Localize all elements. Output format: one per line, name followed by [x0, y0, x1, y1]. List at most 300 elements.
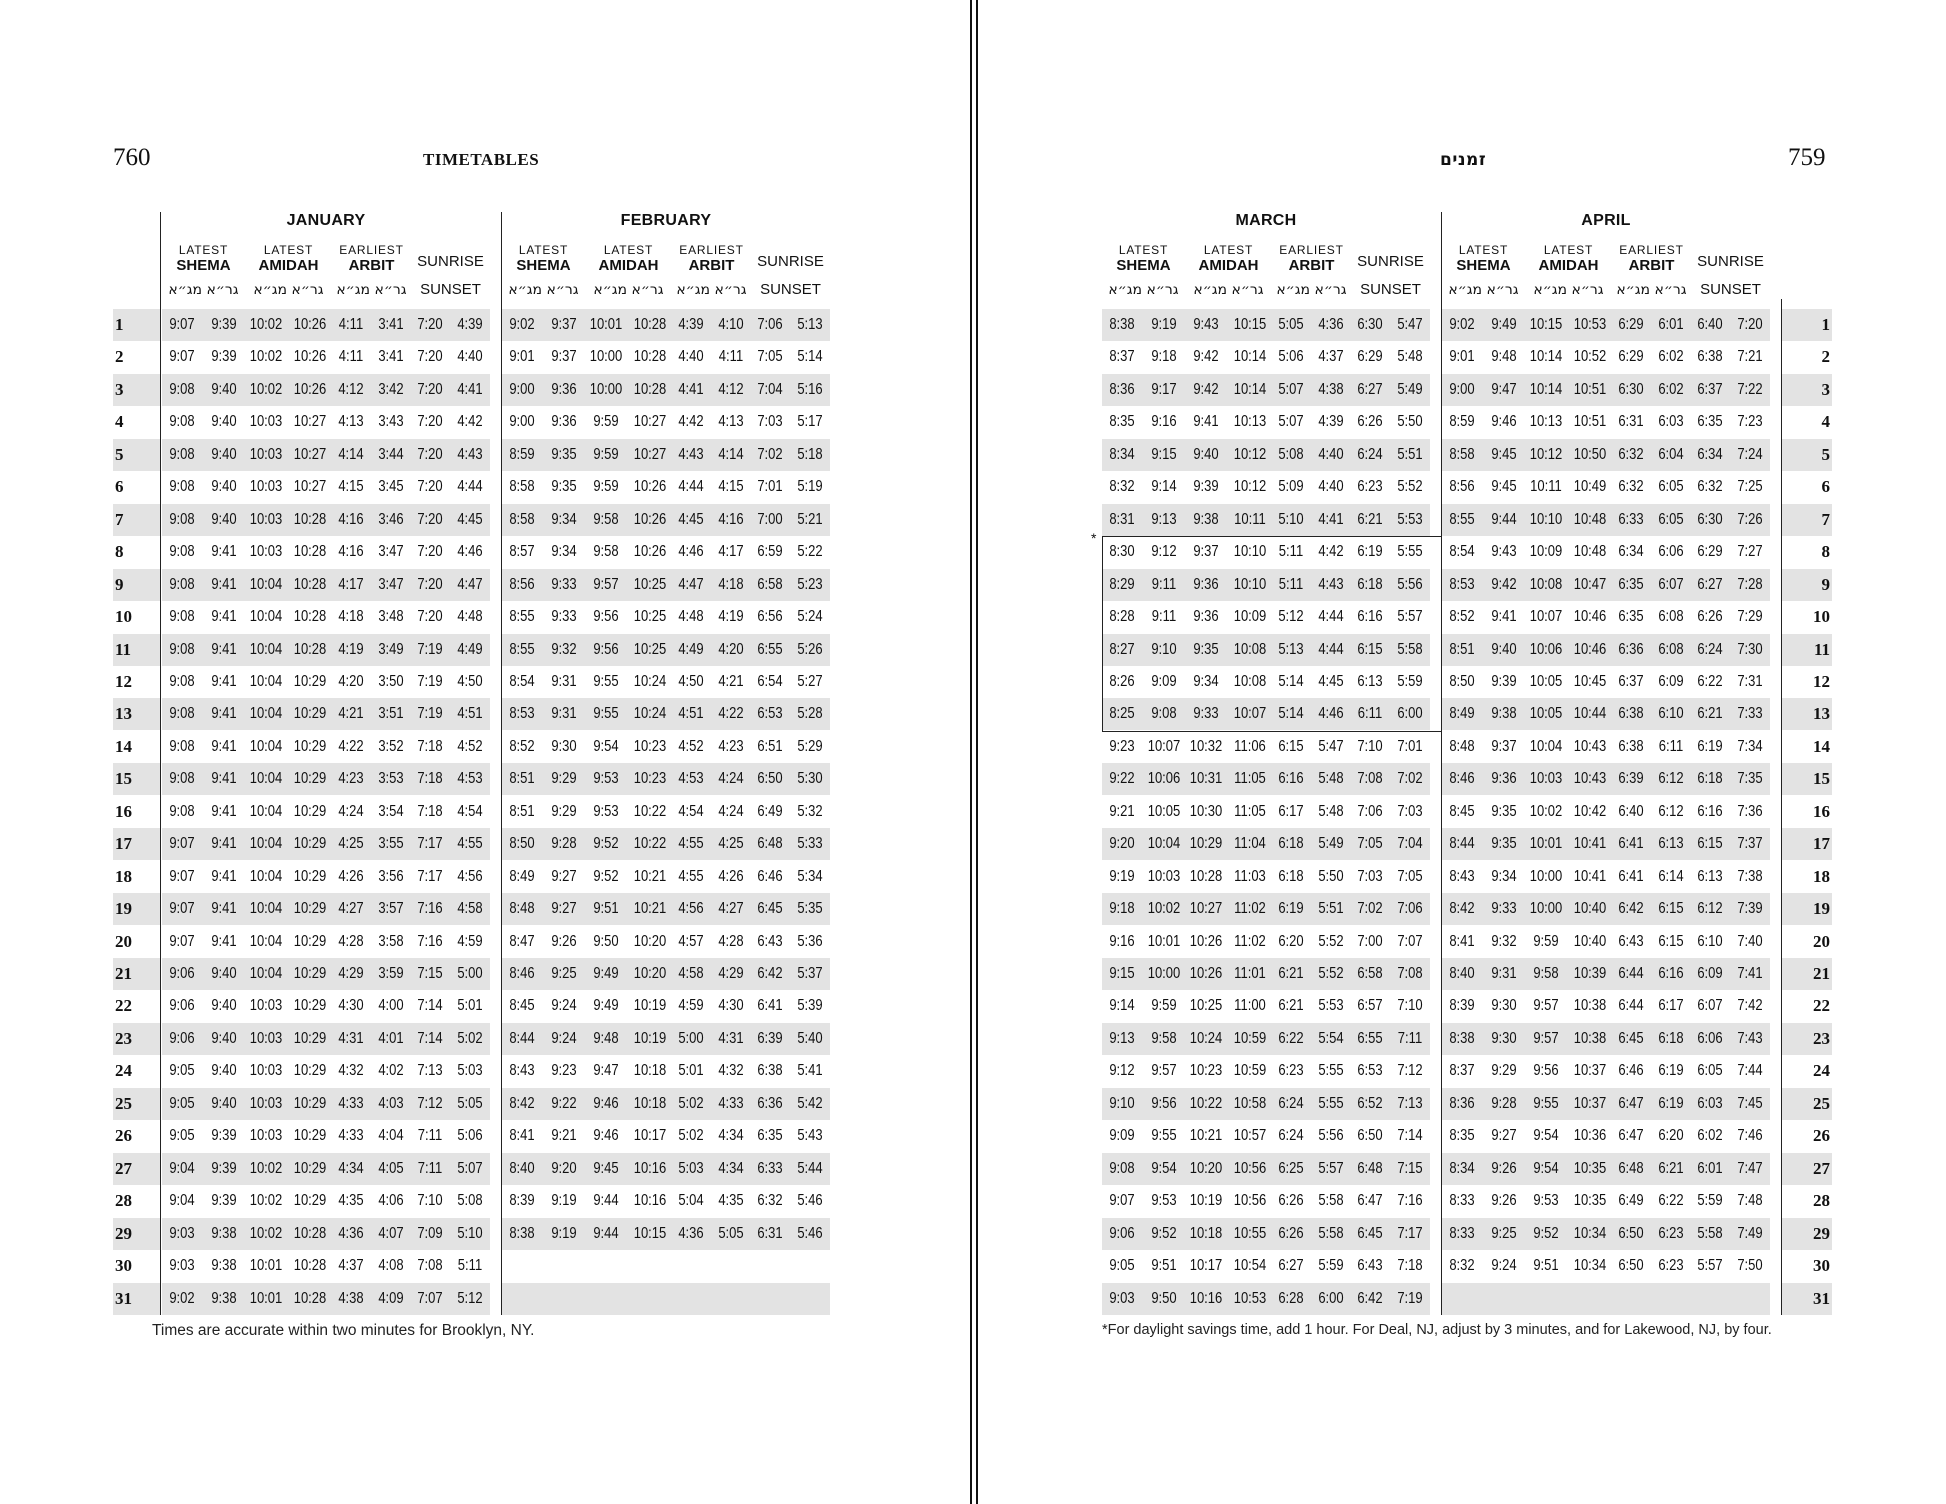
time-cell: 11:02 — [1233, 932, 1266, 950]
time-cell: 9:58 — [1150, 1029, 1177, 1047]
time-cell: 8:32 — [1449, 1257, 1475, 1275]
table-row — [1442, 828, 1770, 860]
time-cell: 4:35 — [338, 1192, 364, 1210]
time-cell: 4:31 — [338, 1029, 364, 1047]
time-cell: 6:49 — [757, 802, 783, 820]
time-cell: 5:32 — [796, 802, 823, 820]
time-cell: 3:43 — [377, 413, 404, 431]
day-row — [1782, 536, 1832, 568]
time-cell: 7:07 — [1396, 932, 1423, 950]
time-cell: 4:23 — [338, 770, 364, 788]
time-cell: 10:19 — [1189, 1192, 1223, 1210]
time-cell: 10:02 — [1147, 900, 1180, 918]
time-cell: 10:27 — [293, 413, 326, 431]
day-number: 10 — [115, 607, 132, 627]
day-row — [1782, 958, 1832, 990]
time-cell: 7:14 — [417, 997, 443, 1015]
time-cell: 9:10 — [1150, 640, 1177, 658]
time-cell: 10:52 — [1573, 348, 1606, 366]
month-header: JANUARY — [286, 212, 366, 229]
table-row — [1102, 309, 1430, 341]
time-cell: 10:37 — [1573, 1062, 1606, 1080]
time-cell: 10:24 — [633, 672, 666, 690]
time-cell: 7:44 — [1736, 1062, 1763, 1080]
time-cell: 5:52 — [1317, 932, 1344, 950]
time-cell: 5:13 — [796, 316, 823, 333]
time-cell: 4:32 — [717, 1062, 744, 1080]
day-row — [1782, 1218, 1832, 1250]
time-cell: 10:00 — [1529, 900, 1563, 918]
time-cell: 4:10 — [717, 316, 744, 333]
time-cell: 9:40 — [210, 510, 237, 528]
table-row — [1442, 1023, 1770, 1055]
table-row — [162, 763, 490, 795]
time-cell: 6:05 — [1657, 478, 1684, 496]
time-cell: 10:29 — [293, 835, 326, 853]
time-cell: 9:09 — [1150, 672, 1177, 690]
time-cell: 8:45 — [1449, 802, 1475, 820]
time-cell: 6:27 — [1697, 575, 1723, 593]
time-cell: 9:25 — [1490, 1224, 1517, 1242]
time-cell: 5:01 — [678, 1062, 704, 1080]
time-cell: 6:00 — [1396, 705, 1423, 723]
time-cell: 8:49 — [1449, 705, 1475, 723]
time-cell: 9:34 — [550, 543, 577, 561]
time-cell: 6:29 — [1357, 348, 1383, 366]
day-row — [1782, 1088, 1832, 1120]
time-cell: 6:19 — [1657, 1062, 1684, 1080]
table-row — [162, 536, 490, 568]
time-cell: 3:41 — [377, 316, 404, 333]
time-cell: 4:24 — [717, 770, 744, 788]
table-row — [1442, 698, 1770, 730]
time-cell: 10:53 — [1573, 316, 1606, 333]
time-cell: 6:47 — [1618, 1094, 1644, 1112]
time-cell: 9:57 — [1533, 997, 1559, 1015]
table-row — [1102, 536, 1430, 568]
time-cell: 6:12 — [1657, 770, 1684, 788]
time-cell: 6:16 — [1278, 770, 1304, 788]
time-cell: 10:04 — [1529, 737, 1563, 755]
table-row — [162, 796, 490, 828]
time-cell: 9:33 — [550, 575, 577, 593]
day-number: 26 — [1813, 1126, 1830, 1146]
day-row — [1782, 309, 1832, 341]
time-cell: 6:16 — [1697, 802, 1723, 820]
table-row — [1102, 731, 1430, 763]
time-cell: 6:43 — [1357, 1257, 1383, 1275]
day-number: 29 — [115, 1223, 132, 1243]
time-cell: 3:57 — [377, 900, 404, 918]
time-cell: 9:19 — [1150, 316, 1177, 333]
table-row — [502, 504, 830, 536]
time-cell: 9:33 — [550, 608, 577, 626]
time-cell: 4:41 — [678, 380, 704, 398]
time-cell: 9:52 — [1533, 1224, 1559, 1242]
time-cell: 10:57 — [1233, 1127, 1266, 1145]
day-row — [1782, 861, 1832, 893]
column-header-shema — [162, 244, 245, 297]
time-cell: 10:23 — [633, 770, 666, 788]
time-cell: 7:46 — [1736, 1127, 1763, 1145]
time-cell: 6:00 — [1317, 1289, 1344, 1307]
time-cell: 5:52 — [1317, 965, 1344, 982]
time-cell: 6:56 — [757, 608, 783, 626]
time-cell: 10:26 — [1189, 965, 1223, 982]
table-divider — [1441, 212, 1442, 1315]
day-row — [113, 893, 160, 925]
time-cell: 9:16 — [1150, 413, 1177, 431]
table-row — [502, 796, 830, 828]
day-row — [113, 1023, 160, 1055]
time-cell: 8:42 — [1449, 900, 1475, 918]
time-cell: 9:38 — [1193, 510, 1219, 528]
time-cell: 4:44 — [1317, 640, 1344, 658]
time-cell: 4:12 — [338, 380, 364, 398]
time-cell: 9:44 — [593, 1192, 619, 1210]
time-cell: 8:51 — [1449, 640, 1475, 658]
time-cell: 6:24 — [1278, 1127, 1304, 1145]
time-cell: 9:23 — [1109, 737, 1135, 755]
table-row — [1442, 536, 1770, 568]
time-cell: 10:01 — [589, 316, 623, 333]
time-cell: 7:49 — [1736, 1224, 1763, 1242]
time-cell: 5:14 — [1278, 705, 1304, 723]
time-cell: 6:49 — [1618, 1192, 1644, 1210]
time-cell: 9:34 — [550, 510, 577, 528]
time-cell: 10:45 — [1573, 672, 1606, 690]
time-cell: 5:49 — [1396, 380, 1423, 398]
time-cell: 5:56 — [1317, 1127, 1344, 1145]
table-row — [1442, 1088, 1770, 1120]
time-cell: 4:45 — [1317, 672, 1344, 690]
time-cell: 9:13 — [1150, 510, 1177, 528]
day-row — [113, 1153, 160, 1185]
time-cell: 7:15 — [1396, 1159, 1423, 1177]
time-cell: 7:07 — [417, 1289, 443, 1307]
time-cell: 9:51 — [1533, 1257, 1559, 1275]
time-cell: 5:18 — [796, 445, 823, 463]
time-cell: 4:42 — [1317, 543, 1344, 561]
time-cell: 3:53 — [377, 770, 404, 788]
day-row — [1782, 698, 1832, 730]
time-cell: 8:27 — [1109, 640, 1135, 658]
day-number: 6 — [115, 477, 124, 497]
time-cell: 9:08 — [169, 575, 195, 593]
time-cell: 5:05 — [456, 1094, 483, 1112]
table-row — [1102, 634, 1430, 666]
time-cell: 5:53 — [1317, 997, 1344, 1015]
time-cell: 7:05 — [1396, 867, 1423, 885]
day-row — [113, 1120, 160, 1152]
time-cell: 9:05 — [169, 1127, 195, 1145]
day-row — [113, 990, 160, 1022]
time-cell: 9:41 — [210, 575, 237, 593]
time-cell: 7:47 — [1736, 1159, 1763, 1177]
column-header-shema — [502, 244, 585, 297]
time-cell: 9:59 — [1150, 997, 1177, 1015]
time-cell: 6:40 — [1618, 802, 1644, 820]
time-cell: 8:46 — [509, 965, 535, 982]
time-cell: 10:54 — [1233, 1257, 1266, 1275]
time-cell: 6:59 — [757, 543, 783, 561]
time-cell: 6:47 — [1618, 1127, 1644, 1145]
sunrise-sunset-header — [411, 254, 490, 297]
time-cell: 7:31 — [1736, 672, 1763, 690]
time-cell: 5:11 — [1278, 575, 1304, 593]
time-cell: 5:44 — [796, 1159, 823, 1177]
time-cell: 10:28 — [633, 348, 666, 366]
day-number: 23 — [115, 1028, 132, 1048]
time-cell: 6:27 — [1357, 380, 1383, 398]
time-cell: 10:27 — [293, 478, 326, 496]
time-cell: 11:01 — [1233, 965, 1266, 982]
table-row — [1102, 763, 1430, 795]
time-cell: 10:28 — [293, 575, 326, 593]
header-top-label: LATEST — [1543, 243, 1594, 257]
time-cell: 4:42 — [678, 413, 704, 431]
time-cell: 6:13 — [1357, 672, 1383, 690]
time-cell: 9:07 — [169, 835, 195, 853]
day-number: 30 — [115, 1256, 132, 1276]
table-divider — [1102, 536, 1103, 731]
time-cell: 4:35 — [717, 1192, 744, 1210]
table-row — [162, 1088, 490, 1120]
time-cell: 6:43 — [757, 932, 783, 950]
time-cell: 9:50 — [593, 932, 619, 950]
day-number: 18 — [115, 866, 132, 886]
header-main-label: ARBIT — [688, 257, 735, 274]
time-cell: 9:41 — [210, 543, 237, 561]
time-cell: 4:48 — [678, 608, 704, 626]
time-cell: 10:22 — [1189, 1094, 1223, 1112]
time-cell: 10:04 — [249, 932, 283, 950]
time-cell: 6:36 — [1618, 640, 1644, 658]
time-cell: 10:12 — [1233, 478, 1266, 496]
time-cell: 9:37 — [550, 348, 577, 366]
time-cell: 9:24 — [550, 997, 577, 1015]
time-cell: 9:30 — [550, 737, 577, 755]
table-row — [502, 1218, 830, 1250]
time-cell: 5:02 — [456, 1029, 483, 1047]
day-number: 7 — [1821, 509, 1830, 529]
time-cell: 11:04 — [1233, 835, 1266, 853]
time-cell: 8:33 — [1449, 1192, 1475, 1210]
time-cell: 8:41 — [509, 1127, 535, 1145]
time-cell: 9:26 — [1490, 1192, 1517, 1210]
time-cell: 10:20 — [633, 932, 666, 950]
time-cell: 10:26 — [633, 543, 666, 561]
column-header-amidah — [585, 244, 672, 297]
time-cell: 7:00 — [1357, 932, 1383, 950]
table-row — [502, 1153, 830, 1185]
table-row — [502, 1088, 830, 1120]
day-number: 4 — [115, 412, 124, 432]
time-cell: 3:50 — [377, 672, 404, 690]
time-cell: 6:44 — [1618, 997, 1644, 1015]
time-cell: 9:08 — [169, 640, 195, 658]
table-row — [502, 763, 830, 795]
time-cell: 9:08 — [169, 445, 195, 463]
time-cell: 7:10 — [1396, 997, 1423, 1015]
time-cell: 6:35 — [1618, 575, 1644, 593]
time-cell: 7:19 — [1396, 1289, 1423, 1307]
time-cell: 4:32 — [338, 1062, 364, 1080]
time-cell: 8:54 — [509, 672, 535, 690]
time-cell: 6:30 — [1697, 510, 1723, 528]
time-cell: 9:44 — [1490, 510, 1517, 528]
time-cell: 4:34 — [717, 1127, 744, 1145]
time-cell: 6:32 — [757, 1192, 783, 1210]
time-cell: 10:05 — [1147, 802, 1180, 820]
time-cell: 6:06 — [1697, 1029, 1723, 1047]
time-cell: 7:08 — [1396, 965, 1423, 982]
day-number: 17 — [1813, 834, 1830, 854]
time-cell: 9:53 — [1150, 1192, 1177, 1210]
table-row — [502, 374, 830, 406]
time-cell: 10:29 — [293, 1029, 326, 1047]
time-cell: 9:31 — [550, 672, 577, 690]
time-cell: 4:43 — [456, 445, 483, 463]
time-cell: 7:20 — [417, 316, 443, 333]
time-cell: 10:10 — [1529, 510, 1563, 528]
dst-marker: * — [1091, 530, 1097, 546]
time-cell: 8:44 — [509, 1029, 535, 1047]
time-cell: 4:40 — [1317, 478, 1344, 496]
time-cell: 9:40 — [210, 997, 237, 1015]
time-cell: 8:53 — [509, 705, 535, 723]
time-cell: 6:30 — [1618, 380, 1644, 398]
time-cell: 10:51 — [1573, 380, 1606, 398]
time-cell: 4:55 — [678, 867, 704, 885]
time-cell: 6:55 — [1357, 1029, 1383, 1047]
time-cell: 6:43 — [1618, 932, 1644, 950]
time-cell: 10:27 — [293, 445, 326, 463]
day-row — [1782, 601, 1832, 633]
day-row — [113, 601, 160, 633]
time-cell: 7:23 — [1736, 413, 1763, 431]
time-cell: 6:50 — [1618, 1257, 1644, 1275]
time-cell: 9:41 — [210, 932, 237, 950]
time-cell: 5:59 — [1697, 1192, 1723, 1210]
time-cell: 6:21 — [1278, 965, 1304, 982]
time-cell: 9:12 — [1109, 1062, 1135, 1080]
time-cell: 7:18 — [417, 802, 443, 820]
time-cell: 9:38 — [210, 1289, 237, 1307]
time-cell: 9:31 — [550, 705, 577, 723]
sunrise-label: SUNRISE — [757, 253, 824, 270]
header-hebrew-label: גר״א מג״א — [1616, 282, 1687, 298]
time-cell: 6:34 — [1618, 543, 1644, 561]
day-row — [113, 1218, 160, 1250]
column-header-shema — [1442, 244, 1525, 297]
time-cell: 10:02 — [249, 1192, 283, 1210]
time-cell: 4:30 — [717, 997, 744, 1015]
time-cell: 5:00 — [678, 1029, 704, 1047]
day-number: 15 — [115, 769, 132, 789]
day-row — [1782, 796, 1832, 828]
time-cell: 7:35 — [1736, 770, 1763, 788]
day-row — [1782, 569, 1832, 601]
day-number: 14 — [115, 736, 132, 756]
day-number: 18 — [1813, 866, 1830, 886]
time-cell: 11:02 — [1233, 900, 1266, 918]
time-cell: 4:41 — [456, 380, 483, 398]
time-cell: 9:20 — [550, 1159, 577, 1177]
time-cell: 9:39 — [1490, 672, 1517, 690]
header-main-label: ARBIT — [1628, 257, 1675, 274]
time-cell: 5:39 — [796, 997, 823, 1015]
time-cell: 9:03 — [169, 1224, 195, 1242]
table-row — [162, 1153, 490, 1185]
time-cell: 5:21 — [796, 510, 823, 528]
time-cell: 5:52 — [1396, 478, 1423, 496]
time-cell: 10:22 — [633, 835, 666, 853]
time-cell: 7:37 — [1736, 835, 1763, 853]
time-cell: 9:32 — [550, 640, 577, 658]
time-cell: 4:39 — [1317, 413, 1344, 431]
time-cell: 10:03 — [249, 543, 283, 561]
time-cell: 9:38 — [210, 1257, 237, 1275]
time-cell: 4:14 — [717, 445, 744, 463]
time-cell: 10:02 — [249, 380, 283, 398]
time-cell: 4:15 — [717, 478, 744, 496]
time-cell: 10:09 — [1529, 543, 1563, 561]
time-cell: 6:16 — [1357, 608, 1383, 626]
table-row — [1442, 1055, 1770, 1087]
time-cell: 5:06 — [456, 1127, 483, 1145]
table-row — [1102, 569, 1430, 601]
time-cell: 7:06 — [757, 316, 783, 333]
time-cell: 10:04 — [249, 802, 283, 820]
time-cell: 4:13 — [717, 413, 744, 431]
time-cell: 3:49 — [377, 640, 404, 658]
footnote-left: Times are accurate within two minutes for Brooklyn, NY. — [152, 1322, 535, 1339]
time-cell: 4:46 — [678, 543, 704, 561]
time-cell: 9:08 — [169, 672, 195, 690]
time-cell: 9:36 — [550, 380, 577, 398]
time-cell: 6:48 — [1618, 1159, 1644, 1177]
table-row — [1102, 1250, 1430, 1282]
time-cell: 8:53 — [1449, 575, 1475, 593]
time-cell: 9:58 — [1533, 965, 1559, 982]
time-cell: 6:23 — [1657, 1257, 1684, 1275]
time-cell: 7:16 — [417, 932, 443, 950]
time-cell: 4:53 — [456, 770, 483, 788]
time-cell: 7:03 — [757, 413, 783, 431]
time-cell: 10:14 — [1529, 380, 1563, 398]
time-cell: 9:08 — [169, 802, 195, 820]
time-cell: 10:12 — [1233, 445, 1266, 463]
time-cell: 10:08 — [1233, 640, 1266, 658]
time-cell: 7:33 — [1736, 705, 1763, 723]
time-cell: 4:48 — [456, 608, 483, 626]
day-row — [113, 341, 160, 373]
time-cell: 3:52 — [377, 737, 404, 755]
time-cell: 8:42 — [509, 1094, 535, 1112]
time-cell: 4:53 — [678, 770, 704, 788]
time-cell: 10:02 — [249, 316, 283, 333]
time-cell: 5:50 — [1396, 413, 1423, 431]
table-row — [1442, 374, 1770, 406]
time-cell: 10:05 — [1529, 705, 1563, 723]
time-cell: 6:22 — [1278, 1029, 1304, 1047]
time-cell: 9:11 — [1151, 608, 1176, 626]
day-row — [113, 828, 160, 860]
day-row — [1782, 1055, 1832, 1087]
day-number: 21 — [1813, 964, 1830, 983]
time-cell: 10:22 — [633, 802, 666, 820]
